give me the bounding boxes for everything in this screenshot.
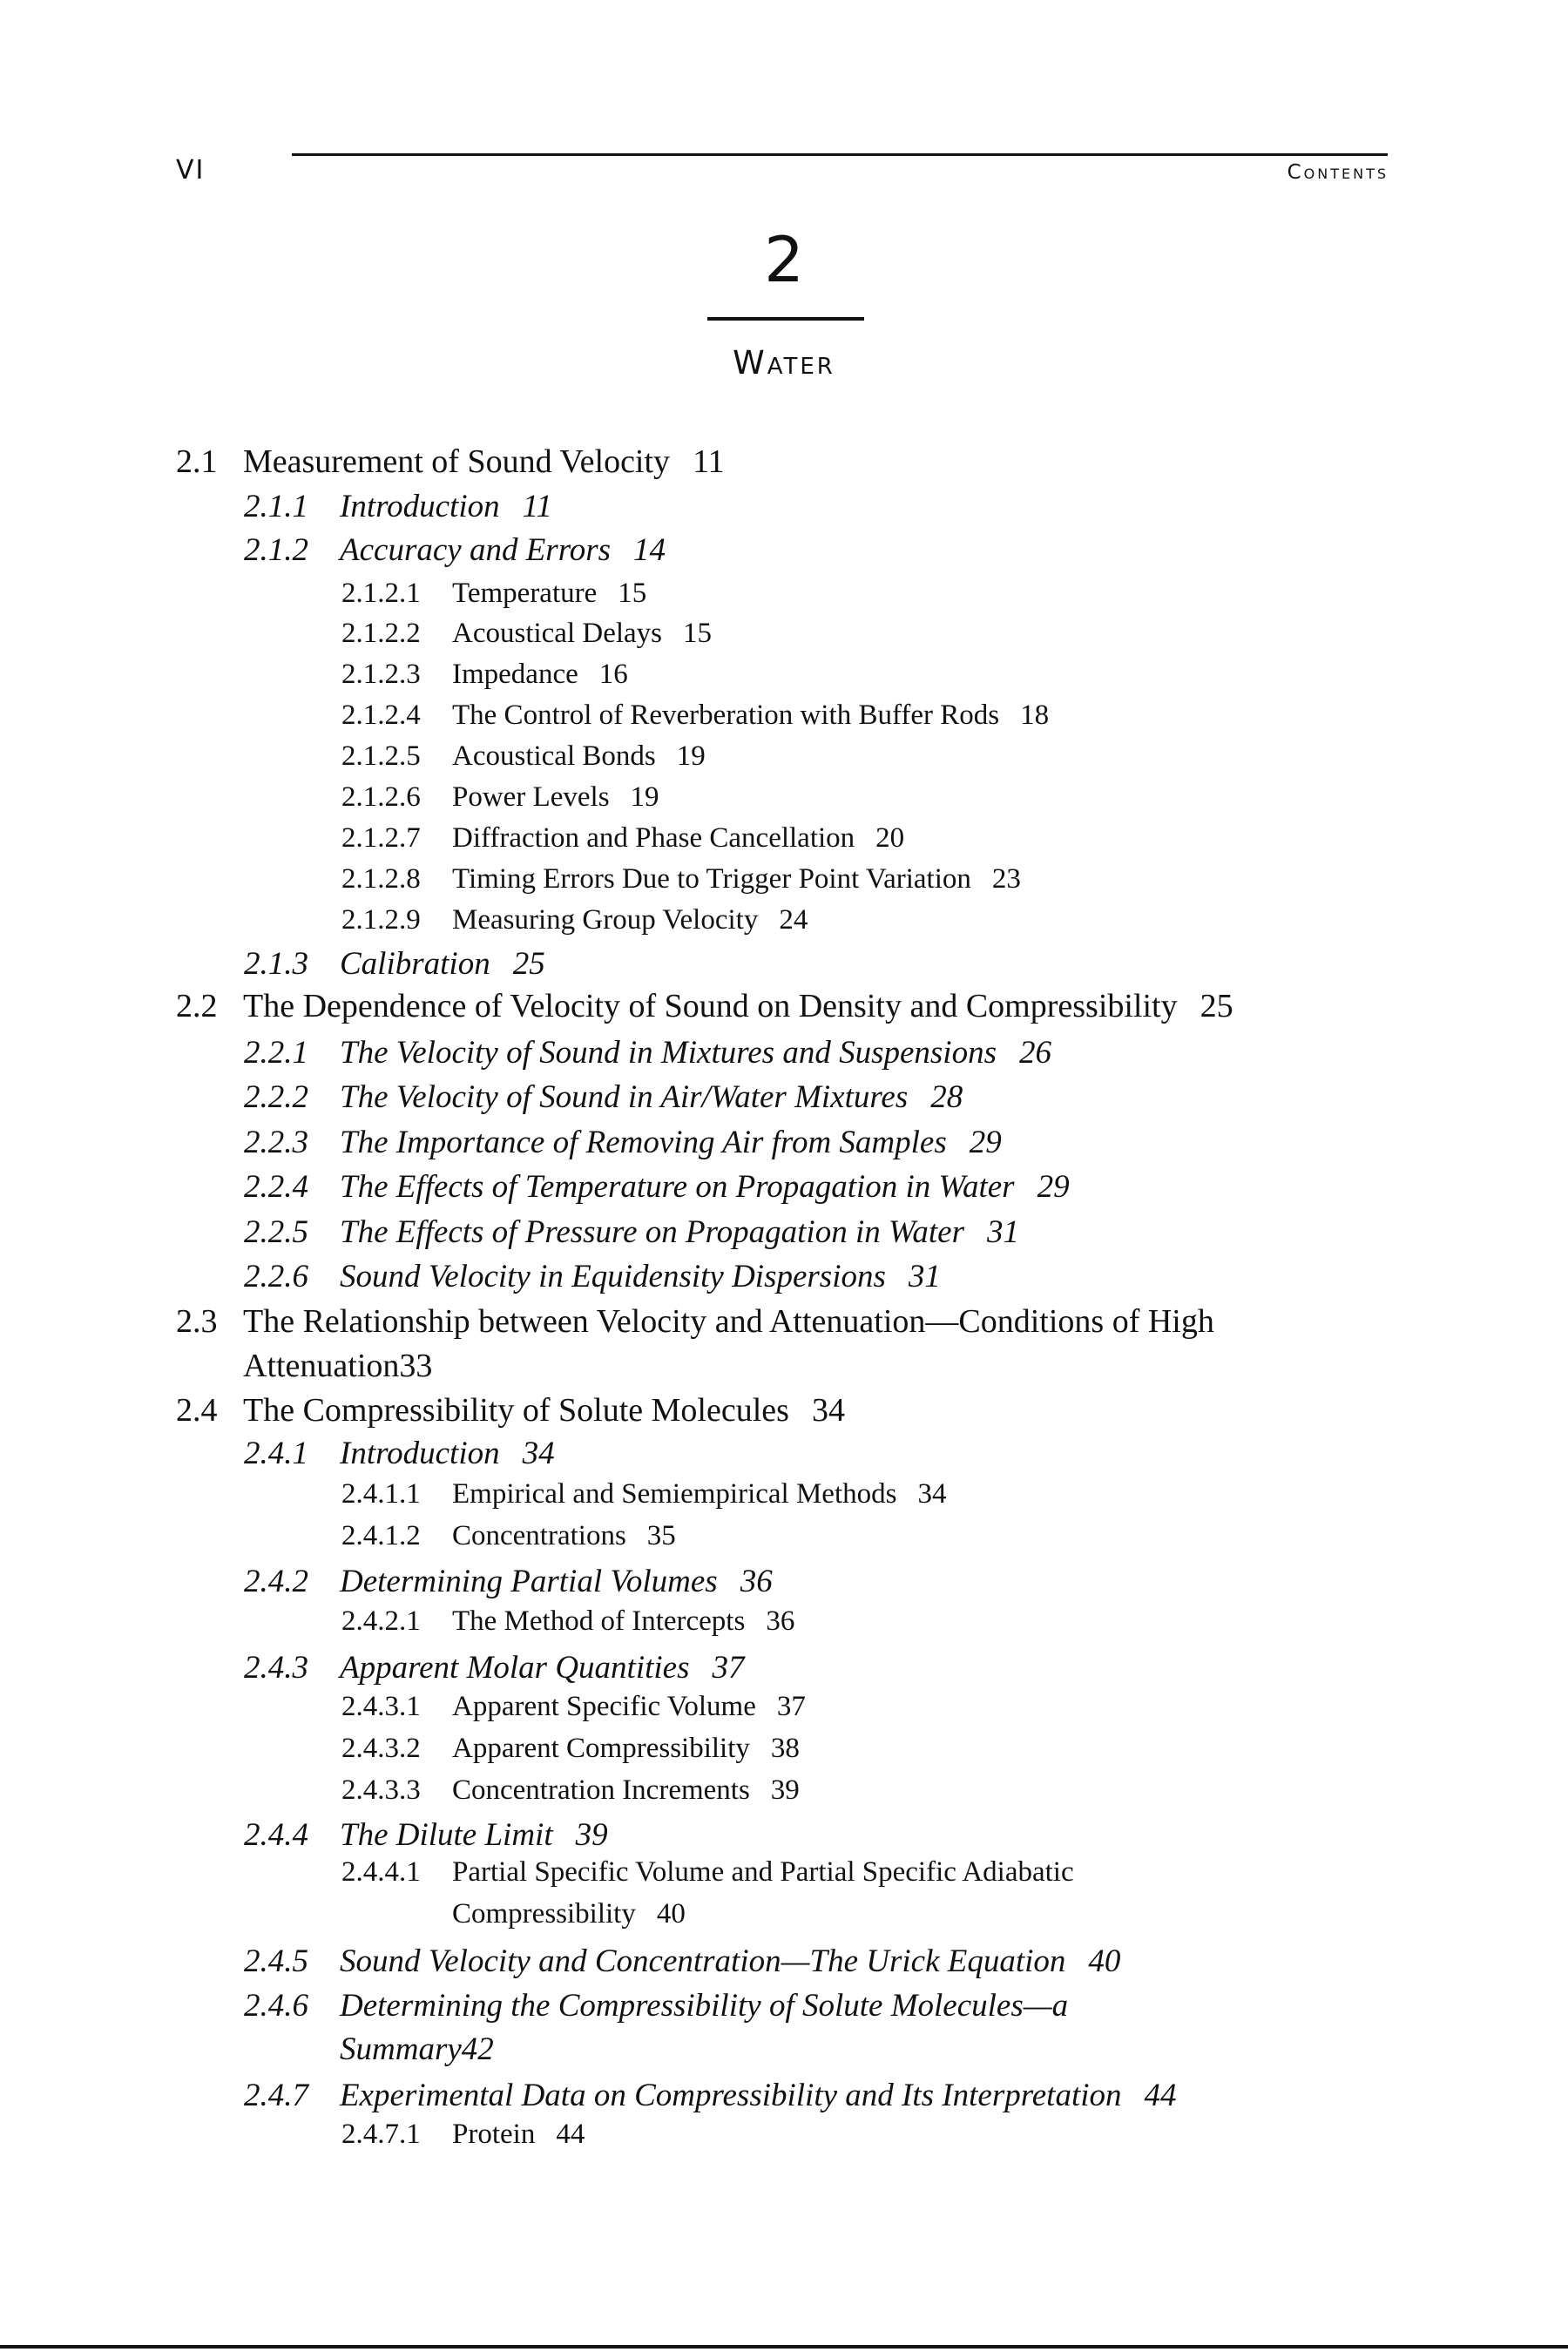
toc-entry: [341, 618, 712, 650]
bottom-rule: [0, 2345, 1568, 2349]
toc-entry-page: 15: [618, 578, 647, 609]
toc-entry: [244, 531, 666, 569]
toc-entry-number: 2.2.1: [244, 1035, 308, 1071]
toc-entry-number: 2.4.7.1: [341, 2119, 421, 2150]
toc-entry-page: 26: [1018, 1035, 1051, 1071]
toc-entry-number: 2.4.2: [244, 1564, 308, 1599]
toc-entry: [341, 2119, 585, 2151]
toc-entry-number: 2.4.4.1: [341, 1856, 421, 1888]
chapter-number: 2: [764, 223, 804, 296]
toc-entry-page: 31: [908, 1259, 941, 1294]
toc-entry-title: The Compressibility of Solute Molecules: [243, 1392, 789, 1429]
toc-entry-title: The Control of Reverberation with Buffer Rods: [452, 700, 1000, 731]
toc-entry-title-continued: Compressibility: [452, 1898, 636, 1930]
toc-entry-number: 2.4: [176, 1392, 218, 1429]
toc-entry-page: 39: [575, 1817, 608, 1853]
toc-entry-page: 20: [875, 822, 905, 854]
toc-entry-title: Power Levels: [452, 781, 610, 813]
toc-entry: [341, 1733, 800, 1765]
toc-entry: [341, 659, 628, 691]
toc-entry: [341, 1856, 1074, 1889]
toc-entry-title: Concentration Increments: [452, 1774, 750, 1806]
toc-entry-title: Introduction: [340, 489, 500, 524]
toc-entry: [341, 578, 646, 610]
toc-entry: [176, 1302, 1214, 1341]
toc-entry: [341, 1478, 946, 1511]
toc-entry: [244, 1649, 745, 1686]
toc-entry-number: 2.4.4: [244, 1817, 308, 1853]
toc-entry-page: 16: [598, 659, 628, 690]
toc-entry-page: 28: [930, 1079, 963, 1115]
toc-entry-number: 2.1.2.7: [341, 822, 421, 854]
toc-entry-number: 2.2.3: [244, 1125, 308, 1160]
toc-entry-page: 23: [991, 863, 1021, 895]
toc-entry-title: Introduction: [340, 1436, 500, 1471]
toc-entry-number: 2.1.2.1: [341, 578, 421, 609]
toc-entry: [244, 1213, 1019, 1251]
toc-entry-number: 2.2.5: [244, 1214, 308, 1250]
toc-entry: [341, 781, 659, 814]
toc-entry-number: 2.4.5: [244, 1943, 308, 1979]
toc-entry-title: The Relationship between Velocity and Attenuation—Conditions of High: [243, 1303, 1214, 1340]
toc-entry-page: 15: [683, 618, 713, 649]
page-folio: VI: [176, 155, 206, 186]
toc-entry-number: 2.4.1.1: [341, 1478, 421, 1510]
toc-entry-number: 2.1.3: [244, 946, 308, 982]
toc-entry-page: 44: [556, 2119, 585, 2150]
chapter-rule: [707, 317, 864, 321]
toc-entry: [244, 1168, 1070, 1206]
toc-entry-title: Empirical and Semiempirical Methods: [452, 1478, 897, 1510]
toc-entry-title: Partial Specific Volume and Partial Specific Adiabatic: [452, 1856, 1074, 1888]
toc-entry-title: Accuracy and Errors: [340, 532, 612, 568]
toc-entry: [341, 1520, 676, 1552]
toc-entry: [244, 1034, 1051, 1071]
toc-entry-title-continued: Summary: [340, 2031, 462, 2067]
toc-entry-page: 42: [461, 2031, 494, 2067]
toc-entry-number: 2.1.2: [244, 532, 308, 568]
toc-entry: [244, 1124, 1002, 1161]
toc-entry-title: Determining the Compressibility of Solute Molecules—a: [340, 1988, 1069, 2024]
toc-entry: [244, 1563, 773, 1600]
toc-entry-title: The Effects of Pressure on Propagation in Water: [340, 1214, 965, 1250]
toc-entry: [341, 863, 1021, 896]
toc-entry-page: 33: [399, 1348, 433, 1384]
toc-entry-page: 29: [969, 1125, 1002, 1160]
toc-entry-page: 37: [712, 1650, 745, 1686]
toc-entry: [341, 1774, 800, 1807]
toc-entry-page: 35: [646, 1520, 676, 1551]
toc-entry-page: 11: [693, 443, 725, 480]
toc-entry: [176, 987, 1233, 1025]
toc-entry-page: 38: [770, 1733, 800, 1764]
toc-entry-title: Apparent Molar Quantities: [340, 1650, 690, 1686]
toc-entry-page: 44: [1144, 2078, 1177, 2113]
toc-entry: [244, 488, 552, 525]
toc-entry-title: The Method of Intercepts: [452, 1605, 746, 1637]
toc-entry-number: 2.4.6: [244, 1988, 308, 2024]
toc-entry-page: 34: [917, 1478, 947, 1510]
toc-entry-page: 40: [1088, 1943, 1121, 1979]
toc-entry-page: 11: [522, 489, 552, 524]
toc-entry: [341, 700, 1049, 732]
running-head: Contents: [1287, 161, 1389, 184]
toc-entry: [244, 1816, 608, 1854]
toc-entry-number: 2.2.2: [244, 1079, 308, 1115]
toc-entry-number: 2.1.2.4: [341, 700, 421, 731]
toc-entry-number: 2.2.4: [244, 1169, 308, 1205]
toc-entry-title: Apparent Specific Volume: [452, 1691, 756, 1722]
toc-entry-page: 34: [811, 1392, 845, 1429]
toc-entry-page: 29: [1037, 1169, 1070, 1205]
toc-entry-title: Protein: [452, 2119, 536, 2150]
toc-entry-number: 2.4.3.2: [341, 1733, 421, 1764]
toc-entry-title: Impedance: [452, 659, 578, 690]
toc-entry-title: Acoustical Bonds: [452, 740, 656, 772]
toc-entry: [244, 1943, 1120, 1980]
toc-entry-title: The Dilute Limit: [340, 1817, 553, 1853]
toc-entry-number: 2.2.6: [244, 1259, 308, 1294]
toc-entry-number: 2.4.1.2: [341, 1520, 421, 1551]
toc-entry-continuation: [340, 2031, 494, 2068]
toc-entry-continuation: [243, 1347, 432, 1385]
toc-entry-number: 2.2: [176, 988, 218, 1024]
toc-entry: [244, 1987, 1068, 2024]
toc-entry-title: The Effects of Temperature on Propagation in Water: [340, 1169, 1015, 1205]
toc-entry-number: 2.4.3.1: [341, 1691, 421, 1722]
toc-entry-page: 37: [776, 1691, 806, 1722]
toc-entry-number: 2.1.2.9: [341, 904, 421, 936]
toc-entry-number: 2.1: [176, 443, 218, 480]
toc-entry-number: 2.1.2.6: [341, 781, 421, 813]
header-rule: [292, 153, 1388, 156]
toc-entry-title: The Velocity of Sound in Mixtures and Suspensions: [340, 1035, 997, 1071]
toc-entry: [176, 443, 725, 481]
toc-entry-title: Concentrations: [452, 1520, 626, 1551]
toc-entry-title: Sound Velocity in Equidensity Dispersions: [340, 1259, 886, 1294]
toc-entry-page: 40: [656, 1898, 686, 1930]
toc-entry-number: 2.1.1: [244, 489, 308, 524]
toc-entry-title: Diffraction and Phase Cancellation: [452, 822, 855, 854]
toc-entry-page: 19: [630, 781, 659, 813]
toc-entry-number: 2.1.2.8: [341, 863, 421, 895]
toc-entry-title-continued: Attenuation: [243, 1348, 400, 1384]
toc-entry: [244, 1435, 555, 1472]
toc-entry-page: 39: [770, 1774, 800, 1806]
toc-entry-page: 36: [766, 1605, 795, 1637]
toc-entry-title: Acoustical Delays: [452, 618, 663, 649]
toc-entry-page: 34: [522, 1436, 555, 1471]
toc-entry: [341, 1605, 794, 1638]
toc-entry-page: 19: [676, 740, 706, 772]
toc-entry-title: Measurement of Sound Velocity: [243, 443, 671, 480]
toc-entry-number: 2.4.2.1: [341, 1605, 421, 1637]
toc-entry-page: 36: [740, 1564, 773, 1599]
toc-entry-continuation: [452, 1898, 686, 1930]
toc-entry-title: Experimental Data on Compressibility and Its Interpretation: [340, 2078, 1122, 2113]
toc-entry: [341, 822, 904, 855]
toc-entry-number: 2.1.2.2: [341, 618, 421, 649]
toc-entry-page: 24: [779, 904, 808, 936]
toc-entry-title: Apparent Compressibility: [452, 1733, 750, 1764]
toc-entry-number: 2.4.3: [244, 1650, 308, 1686]
toc-entry-page: 14: [633, 532, 666, 568]
toc-entry-title: The Velocity of Sound in Air/Water Mixtures: [340, 1079, 909, 1115]
toc-entry-title: Temperature: [452, 578, 598, 609]
toc-entry-title: Determining Partial Volumes: [340, 1564, 718, 1599]
toc-entry-number: 2.1.2.5: [341, 740, 421, 772]
toc-entry-page: 25: [512, 946, 545, 982]
toc-entry-number: 2.4.1: [244, 1436, 308, 1471]
toc-entry-number: 2.1.2.3: [341, 659, 421, 690]
toc-entry-number: 2.4.3.3: [341, 1774, 421, 1806]
toc-entry: [244, 1078, 963, 1116]
toc-entry-number: 2.3: [176, 1303, 218, 1340]
toc-entry: [341, 904, 808, 936]
toc-entry-page: 18: [1020, 700, 1050, 731]
toc-entry-title: Timing Errors Due to Trigger Point Variation: [452, 863, 971, 895]
toc-entry-title: Calibration: [340, 946, 490, 982]
toc-entry: [341, 1691, 806, 1723]
toc-entry: [244, 1258, 941, 1295]
toc-entry: [341, 740, 706, 773]
toc-entry: [244, 945, 545, 983]
toc-entry-page: 25: [1200, 988, 1233, 1024]
toc-entry: [176, 1391, 845, 1429]
toc-entry-title: The Dependence of Velocity of Sound on Density and Compressibility: [243, 988, 1178, 1024]
toc-entry-title: The Importance of Removing Air from Samples: [340, 1125, 947, 1160]
toc-entry-title: Measuring Group Velocity: [452, 904, 759, 936]
toc-entry: [244, 2077, 1177, 2114]
chapter-title: Water: [733, 344, 835, 382]
toc-entry-title: Sound Velocity and Concentration—The Urick Equation: [340, 1943, 1066, 1979]
toc-entry-page: 31: [987, 1214, 1020, 1250]
toc-entry-number: 2.4.7: [244, 2078, 308, 2113]
